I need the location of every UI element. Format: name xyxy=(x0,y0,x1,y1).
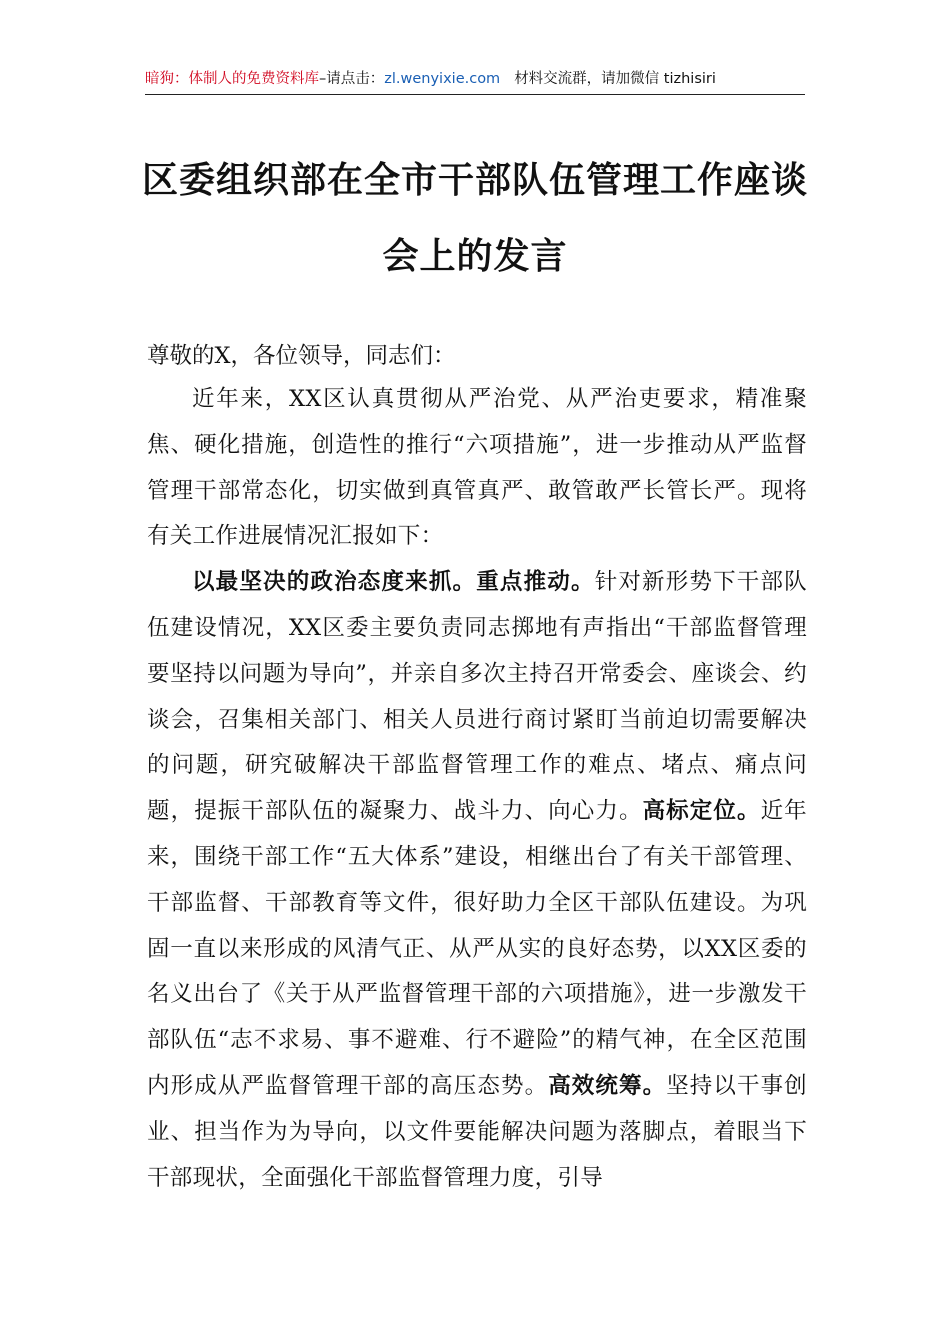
point2-heading: 高标定位。 xyxy=(642,798,761,825)
doc-title-line1: 区委组织部在全市干部队伍管理工作座谈 xyxy=(141,159,808,201)
point2-text: 近年来，围绕干部工作“五大体系”建设，相继出台了有关干部管理、干部监督、干部教育等文件，很好助力全区干部队伍建设。为巩固一直以来形成的风清气正、从严从实的良好态势，以XX区委的名义出台了《关于从严监督管理干部的六项措施》，进一步激发干部队伍“志不求易、事不避难、行不避险”的精气神，在全区范围内形成从严监督管理干部的高压态势。 xyxy=(147,798,807,1099)
site-url-link[interactable]: zl.wenyixie.com xyxy=(384,71,501,87)
page-header xyxy=(145,64,805,95)
point1-text: 针对新形势下干部队伍建设情况，XX区委主要负责同志掷地有声指出“干部监督管理要坚持以问题为导向”，并亲自多次主持召开常委会、座谈会、约谈会，召集相关部门、相关人员进行商讨紧盯当前迫切需要解决的问题，研究破解决干部监督管理工作的难点、堵点、痛点问题，提振干部队伍的凝聚力、战斗力、向心力。 xyxy=(147,569,807,825)
document-body xyxy=(147,377,807,1201)
doc-title-line2: 会上的发言 xyxy=(382,235,568,277)
section1-paragraph xyxy=(147,560,807,1201)
point1-heading: 重点推动。 xyxy=(476,569,595,596)
point3-heading: 高效统筹。 xyxy=(548,1072,667,1099)
site-name: 暗狗：体制人的免费资料库 xyxy=(145,71,319,87)
intro-paragraph: 近年来，XX区认真贯彻从严治党、从严治吏要求，精准聚焦、硬化措施，创造性的推行“六项措施”，进一步推动从严监督管理干部常态化，切实做到真管真严、敢管敢严长管长严。现将有关工作进展情况汇报如下： xyxy=(147,386,807,550)
click-prefix: –请点击： xyxy=(319,71,385,87)
contact-text: 材料交流群，请加微信 tizhisiri xyxy=(514,71,716,87)
salutation: 尊敬的X，各位领导，同志们： xyxy=(147,343,456,369)
section1-heading: 以最坚决的政治态度来抓。 xyxy=(192,569,477,596)
point3-text: 坚持以干事创业、担当作为为导向，以文件要能解决问题为落脚点，着眼当下干部现状，全面强化干部监督管理力度，引导 xyxy=(147,1072,807,1191)
